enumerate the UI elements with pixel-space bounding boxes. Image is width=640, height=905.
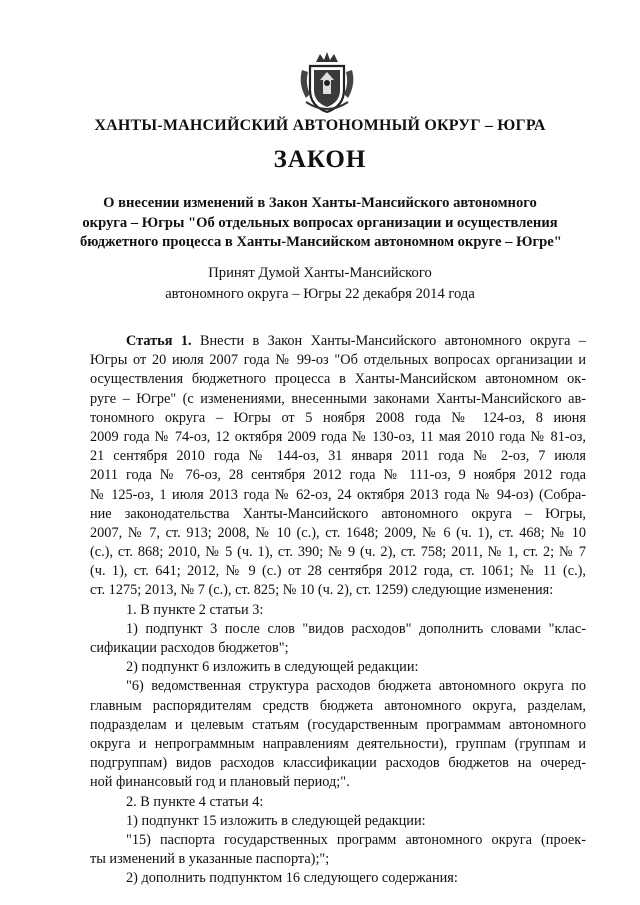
body-line: тономного округа – Югры от 5 ноября 2008 года № 124-оз, 8 июня [90,409,586,426]
body-line: сификации расходов бюджетов"; [90,640,289,656]
body-line: 2007, № 7, ст. 913; 2008, № 10 (с.), ст. 1648; 2009, № 6 (ч. 1), ст. 468; № 10 [90,524,586,541]
law-body [90,332,586,888]
body-line: 2009 года № 74-оз, 12 октября 2009 года № 130-оз, 11 мая 2010 года № 81-оз, [90,428,586,445]
adoption-note [80,263,560,305]
coat-of-arms-icon [296,50,358,114]
body-line: ной финансовый год и плановый период;". [90,774,350,791]
body-line: 2011 года № 76-оз, 28 сентября 2012 года № 111-оз, 9 ноября 2012 года [90,467,586,484]
body-line: 1) подпункт 3 после слов "видов расходов" дополнить словами "клас- [126,620,586,637]
body-line: главным распорядителям средств бюджета автономного округа, разделам, [90,697,586,714]
body-line: подразделам и целевым статьям (государственным программам автономного [90,716,586,733]
body-line: подгруппам) видов расходов классификации расходов бюджетов на очеред- [90,755,586,772]
body-line: 1) подпункт 15 изложить в следующей редакции: [126,812,426,829]
subject-line: О внесении изменений в Закон Ханты-Мансийского автономного [103,195,537,211]
body-line: руге – Югре" (с изменениями, внесенными законами Ханты-Мансийского ав- [90,390,586,407]
subject-line: бюджетного процесса в Ханты-Мансийском автономном округе – Югре" [80,234,562,250]
region-title: ХАНТЫ-МАНСИЙСКИЙ АВТОНОМНЫЙ ОКРУГ – ЮГРА [94,117,546,134]
body-line: осуществления бюджетного процесса в Ханты-Мансийском автономном ок- [90,371,586,388]
body-line: 2) дополнить подпунктом 16 следующего содержания: [126,870,458,887]
body-line: 2. В пункте 4 статьи 4: [126,793,264,810]
body-line: ние законодательства Ханты-Мансийского автономного округа – Югры, [90,505,586,522]
body-line: ст. 1275; 2013, № 7 (с.), ст. 825; № 10 (ч. 2), ст. 1259) следующие изменения: [90,582,554,599]
body-line: (с.), ст. 868; 2010, № 5 (ч. 1), ст. 390; № 9 (ч. 2), ст. 758; 2011, № 1, ст. 2; № 7 [90,544,586,561]
body-line: 1. В пункте 2 статьи 3: [126,601,264,618]
document-type-title: ЗАКОН [273,146,367,173]
body-line: Югры от 20 июля 2007 года № 99-оз "Об отдельных вопросах организации и [90,352,586,369]
body-line: "15) паспорта государственных программ автономного округа (проек- [126,831,586,848]
article-1-label: Статья 1. [126,333,192,349]
body-line: (ч. 1), ст. 641; 2012, № 9 (с.) от 28 сентября 2012 года, ст. 1061; № 11 (с.), [90,563,586,580]
subject-line: округа – Югры "Об отдельных вопросах организации и осуществления [82,214,558,231]
body-line: № 125-оз, 1 июля 2013 года № 62-оз, 24 октября 2013 года № 94-оз) (Собра- [90,486,586,503]
body-line: округа и непрограммным направлениям деятельности), группам (группам и [90,735,586,752]
law-subject [80,194,560,253]
body-line: ты изменений в указанные паспорта);"; [90,851,330,868]
body-line: Статья 1. Внести в Закон Ханты-Мансийского автономного округа – [126,333,586,349]
adoption-line: автономного округа – Югры 22 декабря 2014 года [165,286,475,302]
body-line: "6) ведомственная структура расходов бюджета автономного округа по [126,678,586,695]
body-line: 2) подпункт 6 изложить в следующей редакции: [126,659,419,676]
body-line: 21 сентября 2010 года № 144-оз, 31 января 2011 года № 2-оз, 7 июля [90,448,586,465]
adoption-line: Принят Думой Ханты-Мансийского [208,265,432,281]
